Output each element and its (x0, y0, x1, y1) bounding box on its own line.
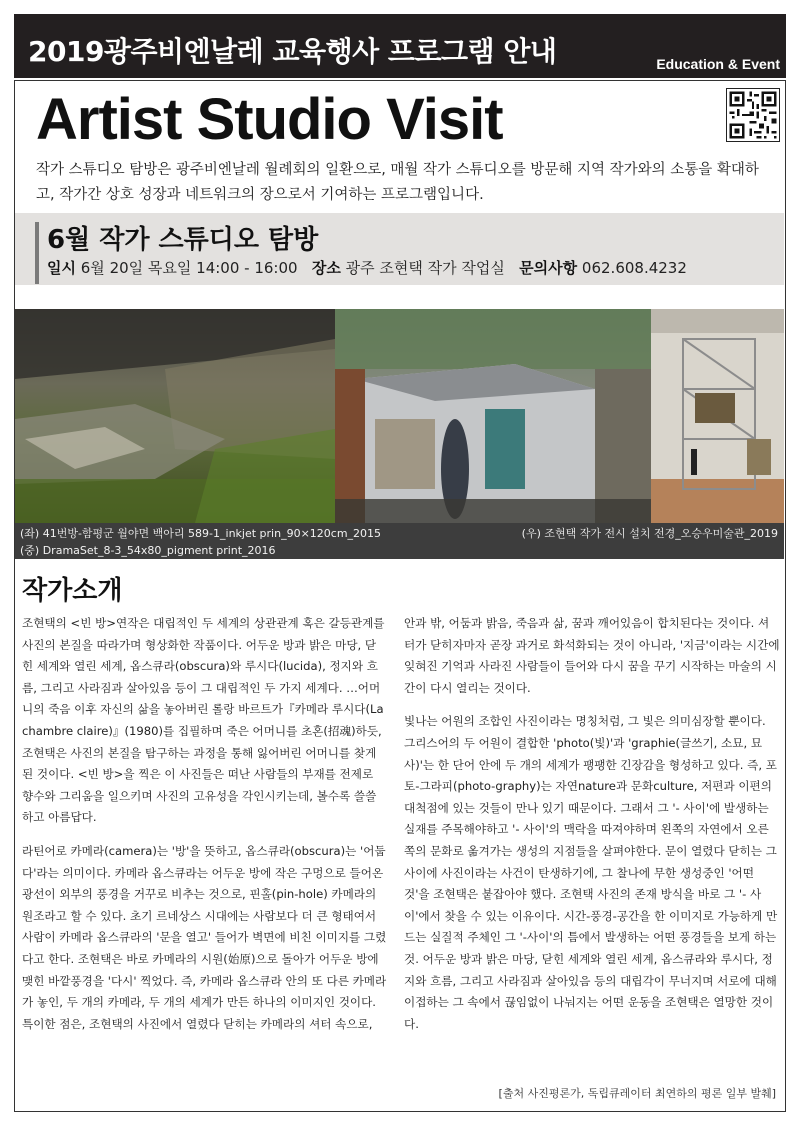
event-info (47, 257, 687, 278)
photo-alley-house (335, 309, 651, 523)
article-column-right (404, 613, 780, 1047)
date-label: 일시 (47, 259, 76, 277)
event-title: 6월 작가 스튜디오 탐방 (47, 225, 319, 255)
photo-captions (15, 523, 784, 559)
photo-exhibition-view (651, 309, 784, 523)
article-paragraph: 라틴어로 카메라(camera)는 '방'을 뜻하고, 옵스큐라(obscura)는 '어둡다'라는 의미이다. 카메라 옵스큐라는 어두운 방에 작은 구멍으로 들어온 광선이 외부의 풍경을 거꾸로 비추는 것으로, 핀홀(pin-hole) 카메라의 원조라고 할 수 있다. 초기 르네상스 시대에는 사람보다 더 큰 형태여서 사람이 카메라 옵스큐라의 '문을 열고' 들어가 벽면에 비친 이미지를 그렸다고 한다. 조현택은 바로 카메라의 시원(始原)으로 돌아가 어두운 방에 맺힌 바깥풍경을 '다시' 찍었다. 즉, 카메라 옵스큐라 안의 또 다른 카메라가 놓인, 두 개의 카메라, 두 개의 세계가 만든 하나의 이미지인 것이다. 특이한 점은, 조현택의 사진에서 열렸다 닫히는 카메라의 셔터 속으로, (22, 843, 387, 1031)
photo-strip (15, 309, 784, 523)
caption-left: (좌) 41번방-함평군 월야면 백아리 589-1_inkjet prin_90×120cm_2015 (20, 527, 382, 540)
qr-code-icon[interactable] (726, 88, 780, 142)
date-value: 6월 20일 목요일 14:00 - 16:00 (80, 259, 298, 277)
article-paragraph: 빛나는 어원의 조합인 사진이라는 명칭처럼, 그 빛은 의미심장할 뿐이다. 그리스어의 두 어원이 결합한 'photo(빛)'과 'graphie(글쓰기, 소묘, 묘사)'는 한 단어 안에 두 개의 세계가 팽팽한 긴장감을 형성하고 있다. 즉, 포토-그라피(photo-graphy)는 자연nature과 문화culture, 저편과 이편의 대척점에 있는 것들이 만나 있기 때문이다. 그래서 그 '- 사이'에 발생하는 실재를 주목해야하고 '- 사이'의 맥락을 따져야하며 왼쪽의 자연에서 오른쪽의 문화로 옮겨가는 생성의 지점들을 살펴야한다. 문이 열렸다 닫히는 그 사이에 사진이라는 사건이 탄생하기에, 그 찰나에 무한 생성중인 '어떤 것'을 조현택은 붙잡아야 했다. 조현택 사진의 존재 방식을 바로 그 '- 사이'에서 찾을 수 있는 이유이다. 시간-풍경-공간을 한 이미지로 가능하게 만드는 실질적 주체인 그 '-사이'의 틈에서 발생하는 어떤 풍경들을 보게 하는 것. 어두운 방과 밝은 마당, 닫힌 세계와 열린 세계, 옵스큐라와 루시다, 정지와 흐름, 그리고 사라짐과 살아있음 등의 대립각이 무너지며 서로에 대해 이접하는 그 속에서 끊임없이 나눠지는 어떤 운동을 조현택은 열망한 것이다. (404, 714, 778, 1031)
page-title: Artist Studio Visit (36, 87, 503, 152)
source-credit: [출처 사진평론가, 독립큐레이터 최연하의 평론 일부 발췌] (498, 1087, 776, 1100)
event-accent-bar (35, 222, 39, 284)
article-paragraph: 안과 밖, 어둠과 밝음, 죽음과 삶, 꿈과 깨어있음이 합치된다는 것이다. 셔터가 닫히자마자 곧장 과거로 화석화되는 것이 아니라, '지금'이라는 시간에 잊혀진 기억과 사라진 사람들이 들어와 다시 꿈을 꾸기 시작하는 마술의 시간이 다시 열리는 것이다. (404, 616, 780, 695)
article-paragraph: 조현택의 <빈 방>연작은 대립적인 두 세계의 상관관계 혹은 갈등관계를 사진의 본질을 따라가며 형상화한 작품이다. 어두운 방과 밝은 마당, 닫힌 세계와 열린 세계, 옵스큐라(obscura)와 루시다(lucida), 정지와 흐름, 그리고 사라짐과 살아있음 등이 그 대립적인 두 가지 세계다. …어머니의 죽음 이후 자신의 삶을 놓아버린 롤랑 바르트가『카메라 루시다(La chambre claire)』(1980)를 집필하며 죽은 어머니를 초혼(招魂)하듯, 조현택은 사진의 본질을 탐구하는 과정을 통해 잃어버린 어머니를 찾게 된 것이다. <빈 방>을 찍은 이 사진들은 떠난 사람들의 부재를 전제로 향수와 그리움을 일으키며 사진의 고유성을 각인시키는데, 볼수록 쓸쓸하고 아름답다. (22, 616, 385, 825)
top-banner (14, 14, 786, 78)
contact-label: 문의사항 (519, 259, 578, 277)
caption-right: (우) 조현택 작가 전시 설치 전경_오승우미술관_2019 (521, 527, 778, 540)
place-label: 장소 (311, 259, 341, 277)
section-title: 작가소개 (22, 576, 123, 606)
article-column-left (22, 613, 387, 1047)
photo-empty-room (15, 309, 335, 523)
contact-value: 062.608.4232 (581, 259, 687, 277)
banner-subtitle: Education & Event (656, 56, 780, 72)
caption-middle: (중) DramaSet_8-3_54x80_pigment print_2016 (20, 544, 276, 557)
place-value: 광주 조현택 작가 작업실 (345, 259, 505, 277)
intro-text: 작가 스튜디오 탐방은 광주비엔날레 월례회의 일환으로, 매월 작가 스튜디오를 방문해 지역 작가와의 소통을 확대하고, 작가간 상호 성장과 네트워크의 장으로서 기여하는 프로그램입니다. (36, 162, 759, 203)
event-band (15, 213, 784, 285)
banner-title: 2019광주비엔날레 교육행사 프로그램 안내 (28, 35, 557, 68)
